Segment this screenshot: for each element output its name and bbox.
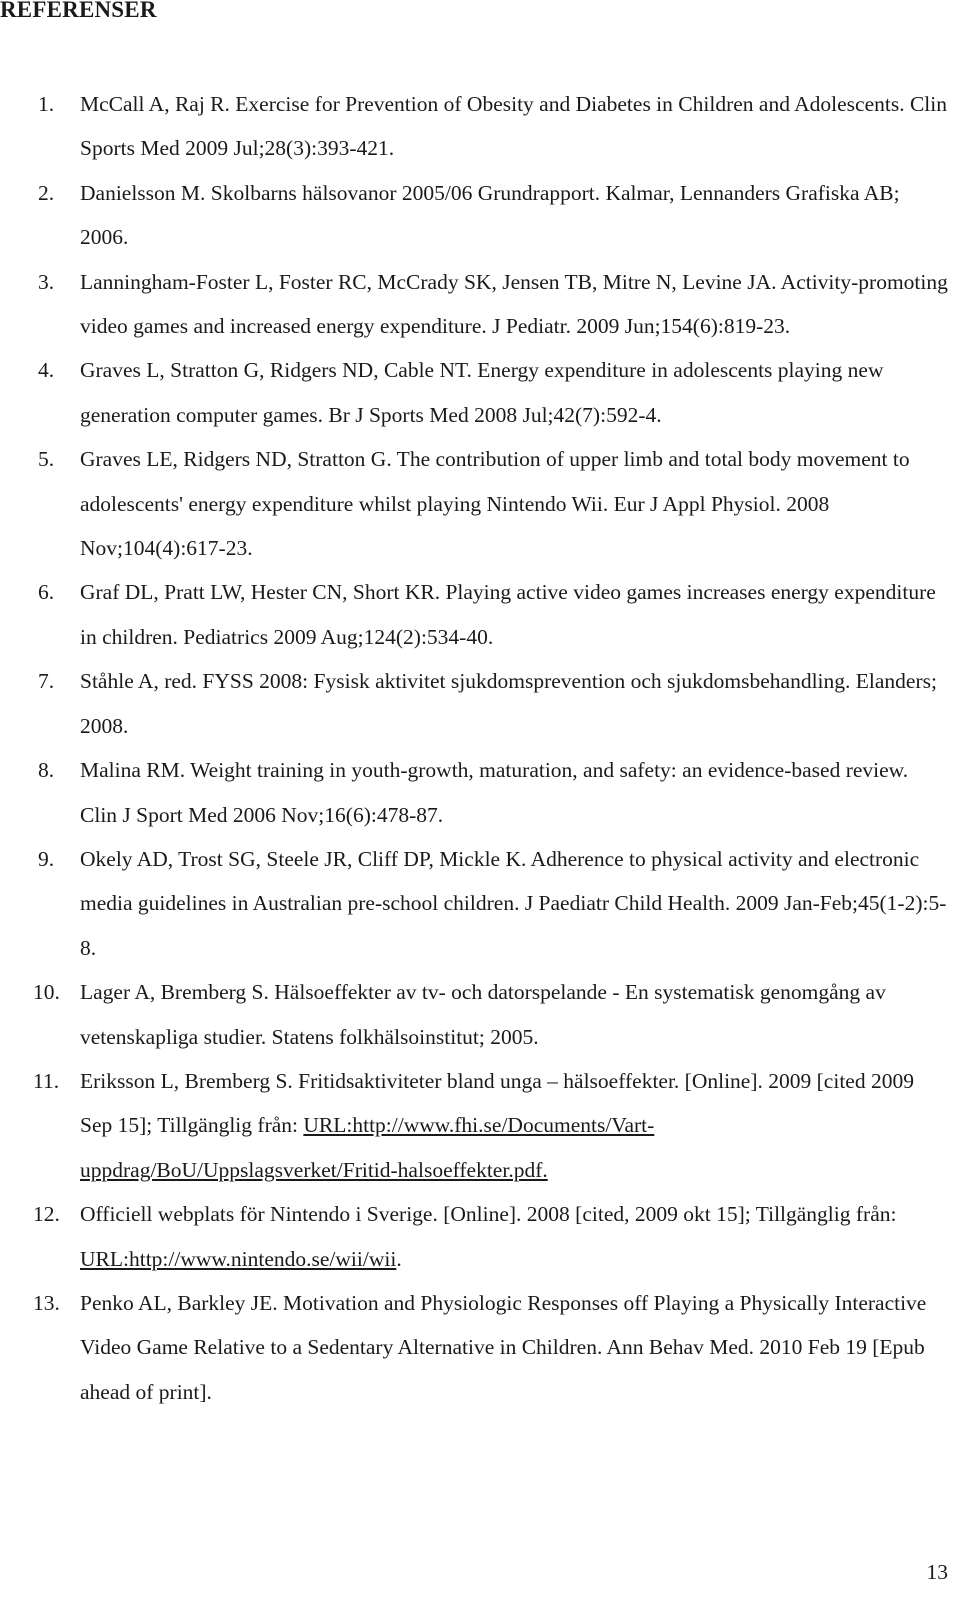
reference-text: Lager A, Bremberg S. Hälsoeffekter av tv- och datorspelande - En systematisk genomgång av vetenskapliga studier. Statens folkhälsoinstitut; 2005. [80,980,886,1049]
reference-item [0,570,960,659]
reference-number: 3. [38,269,55,294]
page-heading: REFERENSER [0,0,157,22]
reference-number: 7. [38,669,55,694]
reference-number: 5. [38,447,55,472]
reference-text: Penko AL, Barkley JE. Motivation and Physiologic Responses off Playing a Physically Interactive Video Game Relative to a Sedentary Alternative in Children. Ann Behav Med. 2010 Feb 19 [Epub ahead of print]. [80,1290,927,1404]
reference-number: 10. [33,980,60,1005]
reference-item [0,1192,960,1281]
reference-list [0,82,960,1414]
reference-item [0,1059,960,1192]
reference-text: Ståhle A, red. FYSS 2008: Fysisk aktivitet sjukdomsprevention och sjukdomsbehandling. Elanders; 2008. [80,669,937,738]
reference-link[interactable]: URL:http://www.fhi.se/Documents/Vart-uppdrag/BoU/Uppslagsverket/Fritid-halsoeffekter.pdf. [80,1113,655,1182]
reference-item [0,437,960,570]
reference-item [0,348,960,437]
page-number: 13 [926,1560,948,1584]
reference-text: Graves LE, Ridgers ND, Stratton G. The contribution of upper limb and total body movement to adolescents' energy expenditure whilst playing Nintendo Wii. Eur J Appl Physiol. 2008 Nov;104(4):617-23. [80,447,910,561]
reference-text: Graves L, Stratton G, Ridgers ND, Cable NT. Energy expenditure in adolescents playing new generation computer games. Br J Sports Med 2008 Jul;42(7):592-4. [80,358,884,427]
reference-number: 4. [38,358,55,383]
reference-item [0,82,960,171]
reference-item [0,171,960,260]
reference-text-suffix: . [396,1246,402,1271]
reference-number: 1. [38,92,55,116]
reference-item [0,260,960,349]
reference-number: 2. [38,180,55,205]
reference-text: Okely AD, Trost SG, Steele JR, Cliff DP, Mickle K. Adherence to physical activity and electronic media guidelines in Australian pre-school children. J Paediatr Child Health. 2009 Jan-Feb;45(1-2):5-8. [80,846,947,960]
reference-text: Danielsson M. Skolbarns hälsovanor 2005/06 Grundrapport. Kalmar, Lennanders Grafiska AB; 2006. [80,180,900,250]
reference-item [0,748,960,837]
reference-text: McCall A, Raj R. Exercise for Prevention of Obesity and Diabetes in Children and Adolescents. Clin Sports Med 2009 Jul;28(3):393-421. [80,92,948,161]
reference-number: 11. [33,1068,60,1093]
reference-item [0,970,960,1059]
reference-text: Lanningham-Foster L, Foster RC, McCrady SK, Jensen TB, Mitre N, Levine JA. Activity-promoting video games and increased energy expenditure. J Pediatr. 2009 Jun;154(6):819-23. [80,269,948,339]
reference-number: 6. [38,580,55,605]
reference-text: Officiell webplats för Nintendo i Sverige. [Online]. 2008 [cited, 2009 okt 15]; Tillgänglig från: [80,1202,897,1227]
reference-item [0,659,960,748]
reference-number: 13. [33,1290,60,1315]
reference-number: 8. [38,758,55,783]
reference-text: Eriksson L, Bremberg S. Fritidsaktiviteter bland unga – hälsoeffekter. [Online]. 2009 [cited 2009 Sep 15]; Tillgänglig från: [80,1068,914,1138]
reference-link[interactable]: URL:http://www.nintendo.se/wii/wii [80,1246,397,1271]
reference-item [0,1281,960,1414]
reference-number: 9. [38,846,55,871]
reference-text: Graf DL, Pratt LW, Hester CN, Short KR. Playing active video games increases energy expenditure in children. Pediatrics 2009 Aug;124(2):534-40. [80,580,936,649]
reference-number: 12. [33,1202,60,1227]
reference-item [0,837,960,970]
reference-text: Malina RM. Weight training in youth-growth, maturation, and safety: an evidence-based review. Clin J Sport Med 2006 Nov;16(6):478-87. [80,758,909,827]
